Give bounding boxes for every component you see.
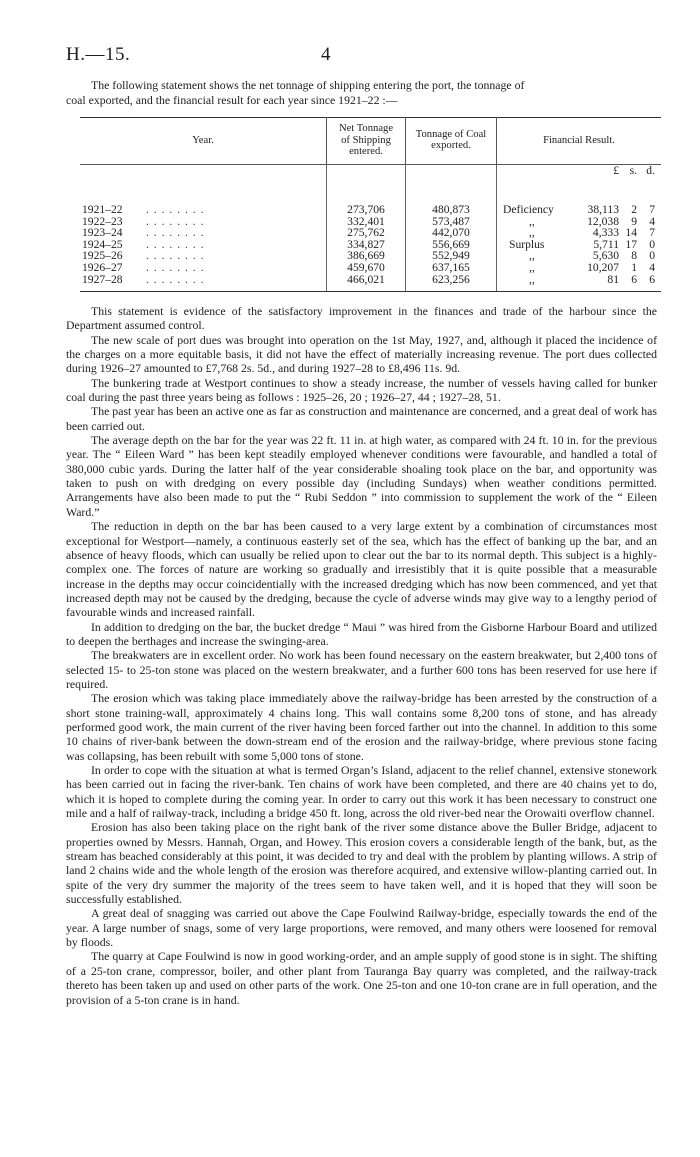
paragraph: In addition to dredging on the bar, the bucket dredge “ Maui ” was hired from the Gisborne Harbour Board and utilized to deepen the berthages and increase the swinging-area. — [66, 619, 657, 648]
paragraph: The new scale of port dues was brought into operation on the 1st May, 1927, and, although it placed the incidence of the charges on a more equitable basis, it did not have the effect of materially increasing revenue. The port dues collected during 1926–27 amounted to £7,768 2s. 5d., and during 1927–28 to £8,496 11s. 9d. — [66, 332, 657, 376]
header-coal-line-2: exported. — [431, 140, 471, 152]
row-tonnage: 273,706 — [327, 204, 406, 216]
header-tonnage-line-1: Net Tonnage — [338, 123, 394, 134]
paragraph: The average depth on the bar for the year was 22 ft. 11 in. at high water, as compared with 24 ft. 10 in. for the previous year. The “ Eileen Ward ” has been kept steadily employed whenever conditions were favourable, and handled a total of 380,000 cubic yards. During the latter half of the year considerable shoaling took place on the bar, and opportunity was taken to push on with dredging on every possible day (including Sundays) when weather conditions permitted. Arrangements have also been made to put the “ Rubi Seddon ” into commission to supplement the work of the “ Eileen Ward.” — [66, 433, 657, 519]
row-coal: 552,949 — [406, 250, 497, 262]
row-leader-dots: . . . . . . . . — [144, 239, 327, 251]
header-year: Year. — [80, 118, 327, 165]
row-tonnage: 275,762 — [327, 227, 406, 239]
row-tonnage: 332,401 — [327, 216, 406, 228]
row-result-label: ,, — [529, 272, 535, 286]
row-result-label: ,, — [529, 214, 535, 228]
paragraph: Erosion has also been taking place on the right bank of the river some distance above the Buller Bridge, adjacent to properties owned by Messrs. Hannah, Organ, and Howey. This erosion covers a considerable length of the bank, but, as the stream has beached considerably at this point, it was decided to try and deal with the problem by planting willows. A strip of land 2 chains wide and the whole length of the erosion was therefore acquired, and extensive willow-planting carried out. In spite of the very dry summer the majority of the trees seem to have taken well, and it is hoped that they will soon be successfully established. — [66, 820, 657, 907]
row-pence: 0 — [649, 249, 655, 263]
intro-line-2: coal exported, and the financial result for each year since 1921–22 :— — [66, 92, 398, 107]
row-coal: 623,256 — [406, 274, 497, 292]
row-pence: 7 — [649, 226, 655, 240]
unit-shillings: s. — [629, 163, 637, 177]
statistics-table — [80, 117, 661, 292]
row-leader-dots: . . . . . . . . — [144, 262, 327, 274]
row-pounds: 12,038 — [587, 214, 619, 228]
page-header — [66, 44, 656, 68]
units-row — [80, 164, 661, 204]
row-financial — [497, 274, 662, 292]
row-year: 1926–27 — [82, 261, 123, 275]
row-pence: 4 — [649, 261, 655, 275]
row-result-label: Surplus — [509, 237, 545, 251]
paragraph: The quarry at Cape Foulwind is now in good working-order, and an ample supply of good stone is in sight. The shifting of a 25-ton crane, compressor, boiler, and other plant from Tauranga Bay quarry was completed, and the railway-track thereto has been taken up and used on other parts of the work. One 25-ton and one 10-ton crane are in full operation, and the provision of a 5-ton crane is in hand. — [66, 949, 657, 1007]
unit-pounds: £ — [613, 163, 619, 177]
row-leader-dots: . . . . . . . . — [144, 216, 327, 228]
row-pence: 0 — [649, 237, 655, 251]
header-tonnage-line-3: entered. — [349, 146, 383, 157]
row-coal: 556,669 — [406, 239, 497, 251]
row-financial — [497, 262, 662, 274]
paragraph: The erosion which was taking place immediately above the railway-bridge has been arrested by the construction of a short stone training-wall, approximately 4 chains long. This wall contains some 8,200 tons of stone, and has already performed good work, the main current of the river having been forced farther out into the channel. In addition to this some 10 chains of river-bank between the down-stream end of the erosion and the railway-bridge, where previous stone facing was collapsing, has been rebuilt with some 5,000 tons of stone. — [66, 691, 657, 763]
row-shillings: 1 — [631, 261, 637, 275]
table-row — [80, 262, 661, 274]
paragraph: A great deal of snagging was carried out above the Cape Foulwind Railway-bridge, especially towards the end of the year. A large number of snags, some of very large proportions, were removed, and many others were loosened for removal by floods. — [66, 906, 657, 950]
row-coal: 637,165 — [406, 262, 497, 274]
row-pence: 6 — [649, 272, 655, 286]
row-year: 1924–25 — [82, 237, 123, 251]
row-coal: 480,873 — [406, 204, 497, 216]
row-year: 1925–26 — [82, 249, 123, 263]
row-financial — [497, 204, 662, 216]
paragraph: The reduction in depth on the bar has been caused to a very large extent by a combination of circumstances most exceptional for Westport—namely, a continuous easterly set of the sea, which has the effect of banking up the bar, and an absence of heavy floods, which can usually be relied upon to clear out the bar to its normal depth. This subject is a highly-complex one. The forces of nature are working so gradually and irresistibly that it is quite possible that a measurable increase in the depths may occur coincidentially with the increased dredging which has now been commenced, and yet that increased depth may not be caused by the dredging, because the cycle of adverse winds may give way to a lengthy period of favourable winds and increased rainfall. — [66, 519, 657, 620]
row-pence: 4 — [649, 214, 655, 228]
row-leader-dots: . . . . . . . . — [144, 204, 327, 216]
table-row — [80, 274, 661, 292]
paragraph: In order to cope with the situation at what is termed Organ’s Island, adjacent to the relief channel, extensive stonework has been carried out in facing the river-bank. Ten chains of work have been completed, and there are 40 chains yet to do, which it is hoped to complete during the coming year. In order to carry out this work it has been necessary to construct one mile and a half of railway-track, including a bridge 450 ft. long, across the old river-bed near the Orowaiti overflow channel. — [66, 763, 657, 821]
report-body — [66, 304, 657, 1007]
paragraph: The past year has been an active one as far as construction and maintenance are concerned, and a great deal of work has been carried out. — [66, 404, 657, 433]
table-header-row — [80, 118, 661, 165]
row-year: 1922–23 — [82, 214, 123, 228]
row-shillings: 6 — [631, 272, 637, 286]
row-year: 1927–28 — [80, 274, 144, 292]
row-pounds: 38,113 — [587, 203, 619, 217]
row-pounds: 4,333 — [592, 226, 619, 240]
intro-line-1: The following statement shows the net tonnage of shipping entering the port, the tonnage of — [91, 78, 525, 92]
unit-pence: d. — [646, 163, 655, 177]
row-shillings: 17 — [625, 237, 637, 251]
row-result-label: Deficiency — [503, 203, 554, 217]
report-reference: H.—15. — [66, 44, 131, 65]
row-pounds: 81 — [607, 272, 619, 286]
row-result-label: ,, — [529, 261, 535, 275]
row-shillings: 14 — [625, 226, 637, 240]
row-tonnage: 334,827 — [327, 239, 406, 251]
row-year: 1921–22 — [82, 203, 123, 217]
intro-text — [66, 78, 657, 107]
row-result-label: ,, — [529, 226, 535, 240]
paragraph: The breakwaters are in excellent order. No work has been found necessary on the eastern breakwater, but 2,400 tons of selected 15- to 25-ton stone was placed on the western breakwater, and a further 600 tons has been reserved for use here if required. — [66, 648, 657, 691]
row-tonnage: 459,670 — [327, 262, 406, 274]
paragraph: The bunkering trade at Westport continues to show a steady increase, the number of vessels having called for bunker coal during the past three years being as follows : 1925–26, 20 ; 1926–27, 44 ; 1927–28, 51. — [66, 375, 657, 405]
table-row — [80, 204, 661, 216]
paragraph: This statement is evidence of the satisfactory improvement in the finances and trade of the harbour since the Department assumed control. — [66, 304, 657, 333]
row-tonnage: 386,669 — [327, 250, 406, 262]
header-coal-line-1: Tonnage of Coal — [415, 128, 487, 140]
header-tonnage-line-2: of Shipping — [341, 134, 391, 146]
header-tonnage — [327, 118, 406, 165]
row-tonnage: 466,021 — [327, 274, 406, 292]
row-pence: 7 — [649, 203, 655, 217]
row-coal: 442,070 — [406, 227, 497, 239]
row-shillings: 8 — [631, 249, 637, 263]
row-coal: 573,487 — [406, 216, 497, 228]
row-pounds: 5,711 — [593, 237, 619, 251]
row-year: 1923–24 — [82, 226, 123, 240]
row-pounds: 5,630 — [592, 249, 619, 263]
header-financial: Financial Result. — [497, 118, 662, 165]
row-shillings: 9 — [631, 214, 637, 228]
page-number: 4 — [321, 44, 331, 65]
row-leader-dots: . . . . . . . . — [144, 274, 327, 292]
row-result-label: ,, — [529, 249, 535, 263]
row-leader-dots: . . . . . . . . — [144, 227, 327, 239]
row-leader-dots: . . . . . . . . — [144, 250, 327, 262]
row-shillings: 2 — [631, 203, 637, 217]
header-coal — [406, 118, 497, 165]
row-pounds: 10,207 — [587, 261, 619, 275]
